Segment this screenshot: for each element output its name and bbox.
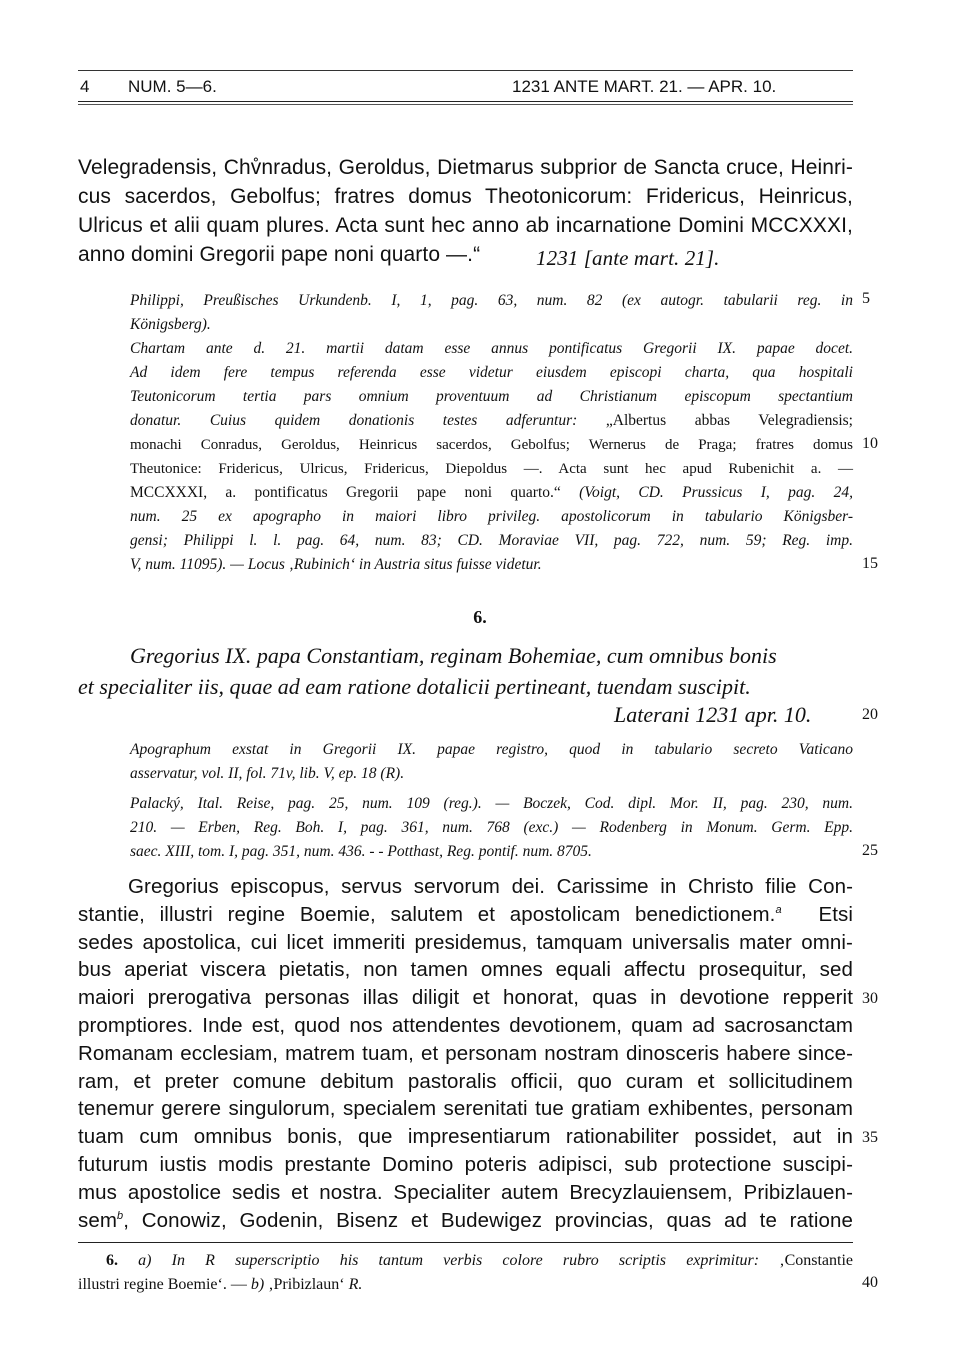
footnote-mark-a: a (775, 903, 782, 916)
footnote-line (78, 1249, 853, 1273)
note-line (130, 481, 853, 505)
footnote-quote: ‚Pribizlaun‘ (268, 1276, 345, 1293)
footnote-mark: a) (138, 1252, 152, 1269)
regest-line: Gregorius IX. papa Constantiam, reginam Bohemiae, cum omnibus bonis (130, 643, 777, 668)
footnote-mark: b) (250, 1276, 265, 1293)
doc6-datum: Laterani 1231 apr. 10. (614, 702, 812, 727)
note-line: Theutonice: Fridericus, Ulricus, Fridericus, Diepoldus —. Acta sunt hec apud Rubenichit a. — (130, 461, 853, 477)
footnote-doc-num: 6. (106, 1252, 118, 1269)
note-line: Ad idem fere tempus referenda esse videtur eiusdem episcopi charta, qua hospitali (130, 364, 853, 381)
footnote-siglum: R. (348, 1276, 363, 1293)
note-line: Apographum exstat in Gregorii IX. papae registro, quod in tabulario secreto Vaticano (130, 741, 853, 758)
note-line: gensi; Philippi l. l. pag. 64, num. 83; CD. Moraviae VII, pag. 722, num. 59; Reg. imp. (130, 532, 853, 549)
doc5-line: Ulricus et alii quam plures. Acta sunt hec anno ab incarnatione Domini MCCXXXI, (78, 214, 853, 237)
header-bottom-rule-2 (78, 104, 853, 105)
note-line: monachi Conradus, Geroldus, Heinricus sacerdos, Gebolfus; Wernerus de Praga; fratres domus (130, 437, 853, 453)
page-number: 4 (80, 77, 90, 96)
line-number: 10 (862, 435, 878, 452)
footnotes (78, 1249, 853, 1297)
note-quote: „Albertus abbas Velegradiensis; (605, 412, 853, 429)
note-line: Palacký, Ital. Reise, pag. 25, num. 109 (reg.). — Boczek, Cod. dipl. Mor. II, pag. 230, num. (130, 795, 853, 812)
text-line: ram, et preter comune debitum pastoralis officii, quo curam et sollicitudinem (78, 1069, 853, 1093)
doc5-line (78, 240, 853, 269)
note-line: saec. XIII, tom. I, pag. 351, num. 436. - - Potthast, Reg. pontif. num. 8705. (130, 843, 592, 860)
note-quote: MCCXXXI, a. pontificatus Gregorii pape noni quarto.“ (130, 484, 561, 501)
note-line: Teutonicorum tertia pars omnium proventuum ad Christianum episcopum spectantium (130, 388, 853, 405)
line-number: 35 (862, 1129, 878, 1146)
doc6-number: 6. (473, 607, 487, 627)
note-line: V, num. 11095). — Locus ‚Rubinich‘ in Austria situs fuisse videtur. (130, 556, 542, 573)
text-line: promptiores. Inde est, quod nos attendentes devotionem, quam ad sacrosanctam (78, 1013, 853, 1037)
line-number: 15 (862, 555, 878, 572)
text-line: tuam cum omnibus bonis, que impresentiarum rationabiliter possidet, aut in (78, 1125, 853, 1149)
doc6-regest (78, 640, 853, 702)
note-line: Philippi, Preußisches Urkundenb. I, 1, pag. 63, num. 82 (ex autogr. tabularii reg. in (130, 292, 853, 309)
text-line: tenemur gerere singulorum, specialem serenitati tue gratiam exhibentes, personam (78, 1097, 853, 1121)
doc5-notes (130, 289, 853, 577)
doc5-line: cus sacerdos, Gebolfus; fratres domus Theotonicorum: Fridericus, Heinricus, (78, 185, 853, 208)
line-number: 25 (862, 842, 878, 859)
text-line: bus aperiat viscera pietatis, non tamen omnes equali affectu prosequitur, sed (78, 958, 853, 982)
header-top-rule (78, 70, 853, 71)
line-number: 30 (862, 990, 878, 1007)
text-line: sedes apostolica, cui licet immeriti presidemus, tamquam universalis mater omni- (78, 930, 853, 954)
note-line: Königsberg). (130, 316, 211, 333)
note-line: Chartam ante d. 21. martii datam esse annus pontificatus Gregorii IX. papae docet. (130, 340, 853, 357)
doc5-body (78, 153, 853, 269)
doc5-line: Velegradensis, Chv̊nradus, Geroldus, Dietmarus subprior de Sancta cruce, Heinri- (78, 156, 853, 179)
text-line: Romanam ecclesiam, matrem tuam, et personam nostram dinosceris habere sincе- (78, 1041, 853, 1065)
footnote-rule (78, 1242, 853, 1243)
doc5-line-end: anno domini Gregorii pape noni quarto —.“ (78, 243, 481, 266)
text-part: , Conowiz, Godenin, Bisenz et Budewigez provincias, quas ad te ratione (123, 1208, 853, 1232)
note-text: donatur. Cuius quidem donationis testes adferuntur: (130, 412, 578, 429)
footnote-quote: illustri regine Boemie‘. — (78, 1276, 247, 1293)
header-doc-numbers: NUM. 5—6. (128, 77, 217, 96)
regest-line: et specialiter iis, quae ad eam ratione dotalicii pertineant, tuendam suscipit. (78, 674, 751, 699)
text-line: mus apostolice sedis et nostra. Specialiter autem Brecyzlauiensem, Pribizlauen- (78, 1180, 853, 1204)
text-line: futurum iustis modis prestante Domino poteris adipisci, sub protectione suscipi- (78, 1152, 853, 1176)
text-part: Etsi (818, 902, 854, 926)
doc6-body (78, 873, 853, 1234)
note-line: 210. — Erben, Reg. Boh. I, pag. 361, num. 768 (exc.) — Rodenberg in Monum. Germ. Epp. (130, 819, 853, 836)
note-text: (Voigt, CD. Prussicus I, pag. 24, (579, 484, 854, 501)
text-line (78, 1207, 853, 1235)
header-date-range: 1231 ANTE MART. 21. — APR. 10. (512, 77, 777, 96)
footnote-line (78, 1273, 853, 1297)
text-line: Gregorius episcopus, servus servorum dei. Carissime in Christo filie Con- (128, 875, 853, 898)
running-header (78, 77, 853, 99)
text-part: stantie, illustri regine Boemie, salutem et apostolicam benedictionem. (78, 902, 776, 926)
line-number: 20 (862, 706, 878, 723)
doc6-notes (130, 738, 853, 864)
footnote-mark-b: b (117, 1209, 124, 1222)
footnote-quote: ‚Constantie (779, 1252, 854, 1269)
text-part: sem (78, 1208, 118, 1232)
line-number: 40 (862, 1274, 878, 1291)
text-line: maiori prerogativa personas illas diligit et honorat, quas in devotione repperit (78, 986, 853, 1010)
header-bottom-rule (78, 101, 853, 102)
footnote-text: In R superscriptio his tantum verbis colore rubro scriptis exprimitur: (171, 1252, 760, 1269)
note-line (130, 409, 853, 433)
text-line (78, 901, 853, 929)
note-line: num. 25 ex apographo in maiori libro privileg. apostolicorum in tabulario Königsber- (130, 508, 853, 525)
doc5-dating: 1231 [ante mart. 21]. (536, 246, 720, 270)
line-number: 5 (862, 290, 870, 307)
note-line: asservatur, vol. II, fol. 71v, lib. V, ep. 18 (R). (130, 765, 405, 782)
